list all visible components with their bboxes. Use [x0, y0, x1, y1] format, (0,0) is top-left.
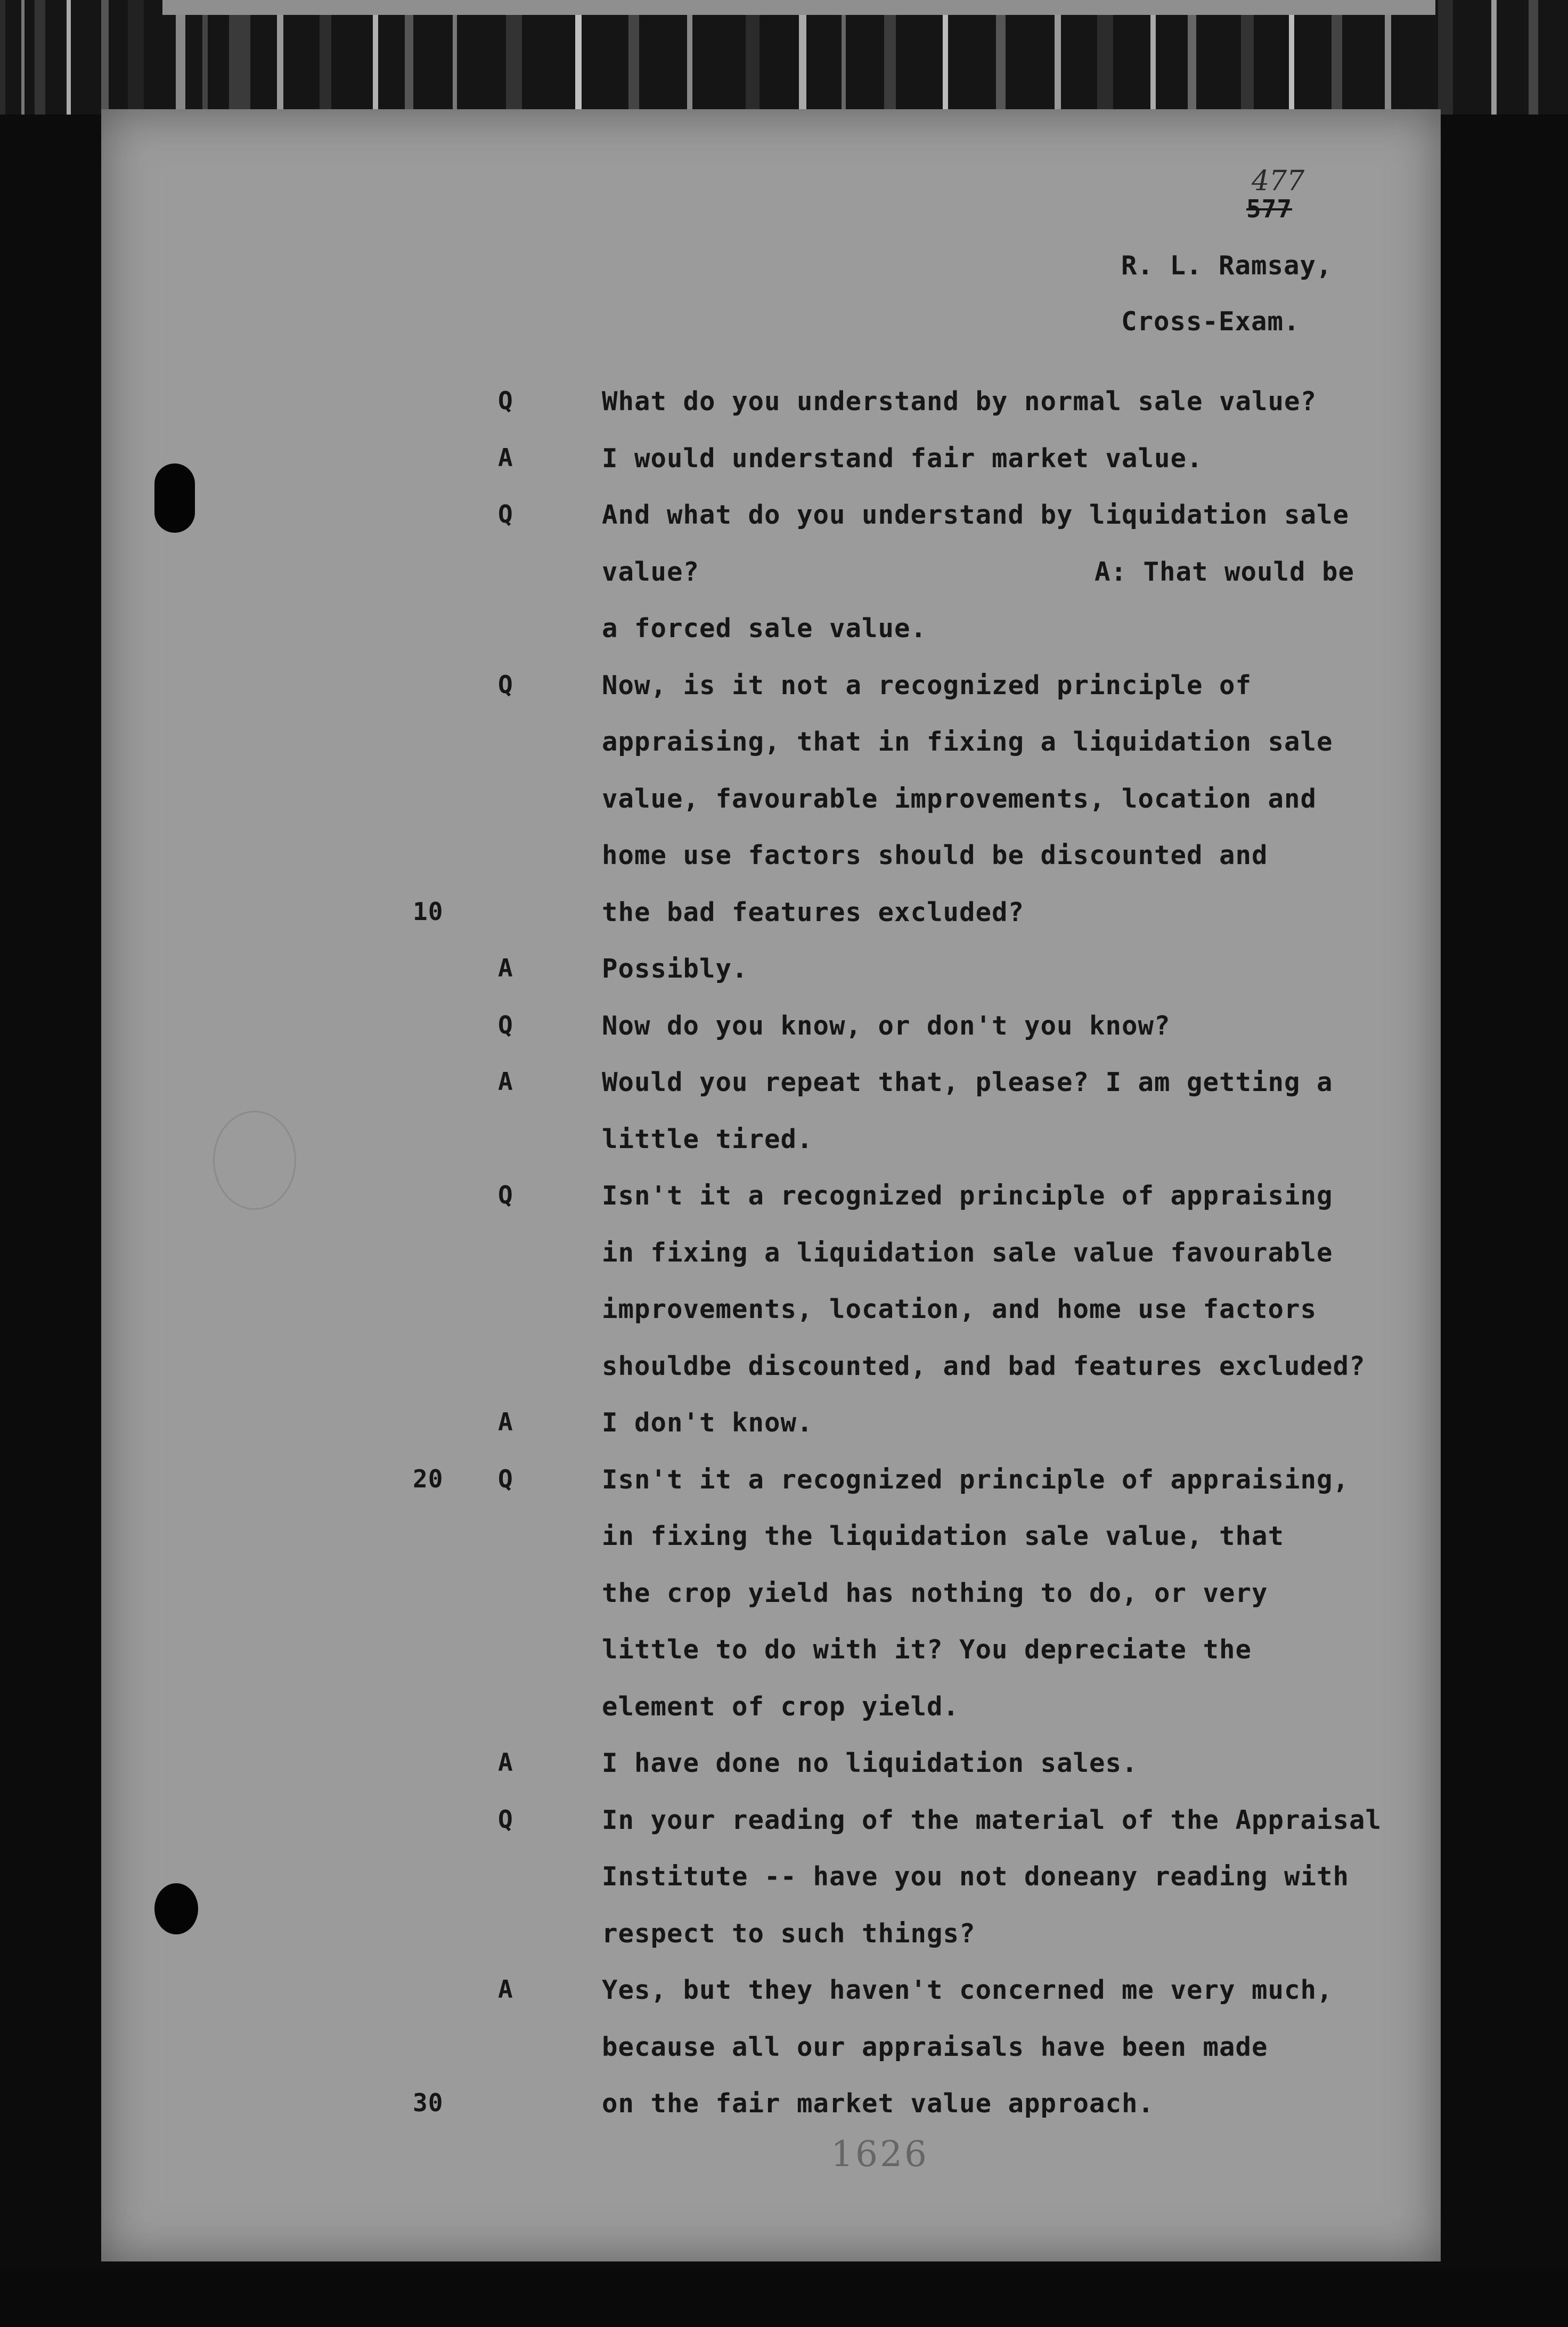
transcript-line: because all our appraisals have been made — [602, 2032, 1268, 2062]
film-strip-bar — [943, 0, 948, 115]
transcript-line: appraising, that in fixing a liquidation sale — [602, 727, 1333, 757]
answer-marker: A — [498, 954, 513, 982]
punch-hole — [154, 463, 195, 533]
film-strip-bar — [687, 0, 692, 115]
typed-page-number: 577 — [1246, 194, 1293, 223]
transcript-line: Now, is it not a recognized principle of — [602, 670, 1252, 701]
handwritten-page-number: 477 — [1252, 165, 1305, 197]
transcript-line: little tired. — [602, 1124, 813, 1154]
answer-aside: A: That would be — [1095, 557, 1355, 587]
film-strip-bar — [1438, 0, 1453, 115]
film-strip-bar — [277, 0, 283, 115]
film-strip-bar — [1529, 0, 1538, 115]
faint-stamp — [213, 1111, 296, 1210]
transcript-line: I have done no liquidation sales. — [602, 1748, 1138, 1778]
transcript-line: home use factors should be discounted and — [602, 840, 1268, 870]
question-marker: Q — [498, 670, 513, 699]
answer-marker: A — [498, 1975, 513, 2004]
film-strip-bar — [202, 0, 208, 115]
margin-line-number: 30 — [413, 2088, 444, 2117]
answer-marker: A — [498, 443, 513, 472]
film-strip-bar — [1097, 0, 1113, 115]
film-strip-bar — [1055, 0, 1061, 115]
transcript-line: Would you repeat that, please? I am getting a — [602, 1067, 1333, 1097]
film-strip-bar — [996, 0, 1006, 115]
film-strip-bar — [67, 0, 71, 115]
transcript-line: What do you understand by normal sale value? — [602, 386, 1317, 417]
punch-hole — [154, 1883, 198, 1934]
transcript-line: Possibly. — [602, 954, 748, 984]
transcript-line: Isn't it a recognized principle of appraising, — [602, 1464, 1350, 1495]
witness-name: R. L. Ramsay, — [1121, 250, 1333, 281]
film-strip — [0, 0, 1568, 115]
transcript-line: I don't know. — [602, 1407, 813, 1438]
transcript-line: a forced sale value. — [602, 613, 927, 644]
film-border-bottom — [0, 2269, 1568, 2327]
film-strip-bar — [1491, 0, 1497, 115]
question-marker: Q — [498, 500, 513, 528]
transcript-line: respect to such things? — [602, 1918, 976, 1949]
film-strip-bar — [373, 0, 378, 115]
margin-line-number: 10 — [413, 897, 444, 926]
film-strip-bar — [35, 0, 45, 115]
film-strip-bar — [128, 0, 144, 115]
film-strip-bar — [320, 0, 331, 115]
transcript-line: improvements, location, and home use factors — [602, 1294, 1317, 1324]
top-card-edge — [162, 0, 1435, 15]
transcript-line: Institute -- have you not doneany reading with — [602, 1861, 1350, 1892]
film-strip-bar — [1332, 0, 1342, 115]
film-strip-bar — [799, 0, 806, 115]
film-strip-bar — [1150, 0, 1156, 115]
film-strip-bar — [0, 0, 5, 115]
film-strip-bar — [506, 0, 522, 115]
film-strip-bar — [1241, 0, 1254, 115]
transcript-line: value, favourable improvements, location and — [602, 784, 1317, 814]
question-marker: Q — [498, 1805, 513, 1834]
question-marker: Q — [498, 1464, 513, 1493]
transcript-page — [101, 109, 1441, 2261]
question-marker: Q — [498, 386, 513, 415]
examination-type: Cross-Exam. — [1121, 306, 1300, 337]
film-strip-bar — [1289, 0, 1294, 115]
film-strip-bar — [405, 0, 413, 115]
transcript-line: on the fair market value approach. — [602, 2088, 1155, 2119]
film-strip-bar — [628, 0, 639, 115]
film-strip-bar — [21, 0, 24, 115]
transcript-line: Isn't it a recognized principle of appraising — [602, 1181, 1333, 1211]
film-strip-bar — [1188, 0, 1196, 115]
frame-number: 1626 — [831, 2134, 929, 2175]
film-strip-bar — [101, 0, 109, 115]
margin-line-number: 20 — [413, 1464, 444, 1493]
question-marker: Q — [498, 1011, 513, 1039]
transcript-line: I would understand fair market value. — [602, 443, 1203, 474]
transcript-line: the bad features excluded? — [602, 897, 1025, 927]
transcript-line: And what do you understand by liquidation sale — [602, 500, 1350, 530]
answer-marker: A — [498, 1748, 513, 1777]
film-strip-bar — [453, 0, 457, 115]
transcript-line: value? — [602, 557, 700, 587]
film-strip-bar — [746, 0, 760, 115]
transcript-line: Now do you know, or don't you know? — [602, 1011, 1171, 1041]
transcript-line: Yes, but they haven't concerned me very much, — [602, 1975, 1333, 2005]
question-marker: Q — [498, 1181, 513, 1209]
answer-marker: A — [498, 1067, 513, 1096]
transcript-line: in fixing a liquidation sale value favourable — [602, 1238, 1333, 1268]
film-strip-bar — [176, 0, 185, 115]
transcript-line: element of crop yield. — [602, 1691, 960, 1722]
answer-marker: A — [498, 1407, 513, 1436]
film-strip-bar — [1385, 0, 1391, 115]
transcript-line: in fixing the liquidation sale value, that — [602, 1521, 1285, 1551]
transcript-line: shouldbe discounted, and bad features excluded? — [602, 1351, 1366, 1381]
transcript-line: little to do with it? You depreciate the — [602, 1634, 1252, 1665]
film-strip-bar — [229, 0, 250, 115]
transcript-line: the crop yield has nothing to do, or very — [602, 1578, 1268, 1608]
film-strip-bar — [842, 0, 846, 115]
film-strip-bar — [575, 0, 582, 115]
film-strip-bar — [884, 0, 896, 115]
transcript-line: In your reading of the material of the Appraisal — [602, 1805, 1382, 1835]
